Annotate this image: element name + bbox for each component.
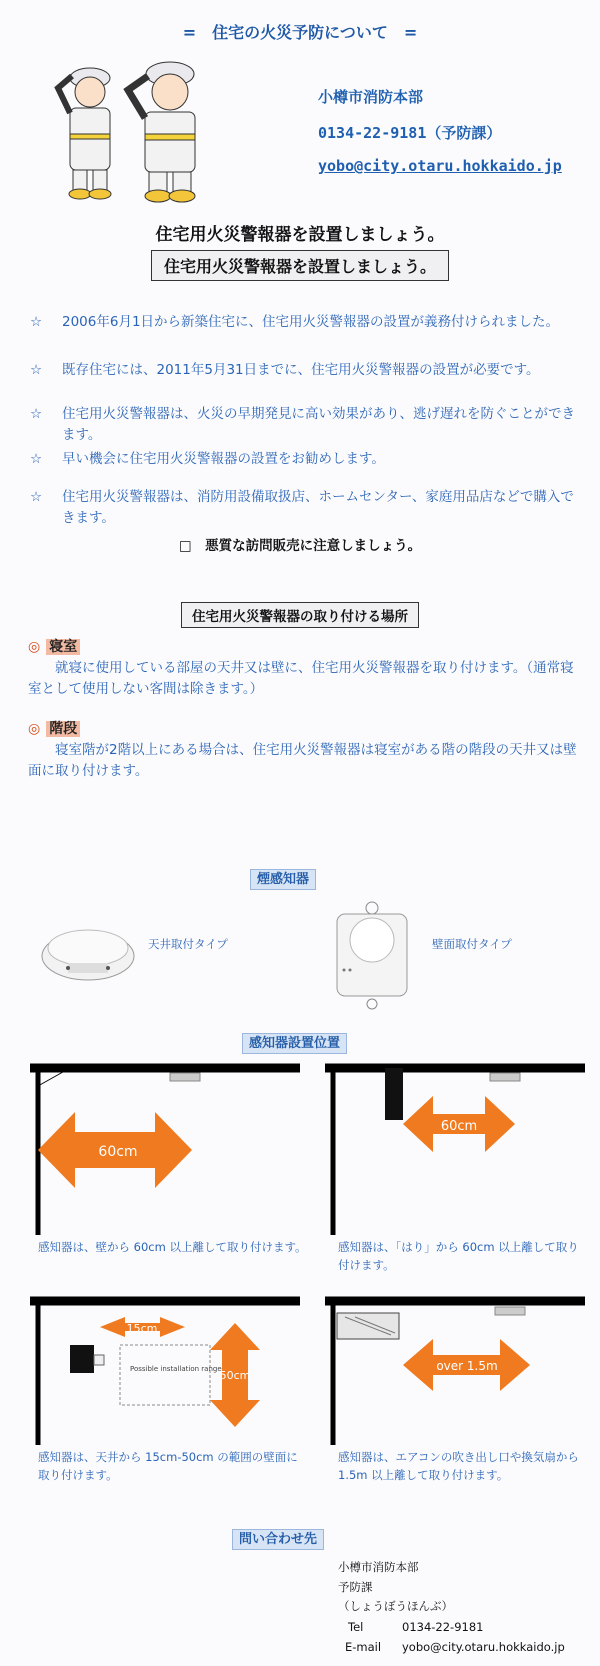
firefighters-illustration [48,58,218,208]
contact-reading: （しょうぼうほんぶ） [338,1599,453,1613]
d4-caption: 感知器は、エアコンの吹き出し口や換気扇から 1.5m 以上離して取り付けます。 [338,1450,579,1482]
list-item: ☆ 住宅用火災警報器は、消防用設備取扱店、ホームセンター、家庭用品店などで購入できます。 [30,489,574,526]
diagram-wall-distance [30,1060,300,1235]
d3-side-label: 50cm [219,1369,251,1382]
stairs-text: 寝室階が2階以上にある場合は、住宅用火災警報器は寝室がある階の階段の天井又は壁面に取り付けます。 [28,742,577,779]
section-title-box [0,602,600,628]
org-phone: 0134-22-9181（予防課） [318,124,502,142]
d2-label: 60cm [440,1119,478,1134]
position-title: 感知器設置位置 [242,1032,347,1051]
list-item: ☆ 既存住宅には、2011年5月31日までに、住宅用火災警報器の設置が必要です。 [30,360,575,381]
double-circle-icon: ◎ [28,639,41,655]
diagram-wall-range [30,1295,300,1445]
star-icon: ☆ [30,314,43,330]
ceiling-detector-image [38,918,138,990]
heading-2-box [0,250,600,281]
ceiling-type-label: 天井取付タイプ [148,937,228,951]
star-icon: ☆ [30,489,43,505]
page-title: = 住宅の火災予防について = [182,23,418,42]
contact-tel: 0134-22-9181 [402,1620,484,1634]
diagram-beam-distance [325,1060,585,1235]
contact-tel-label: Tel [348,1620,364,1634]
d3-range-text: Possible installation range [130,1365,222,1373]
contact-org: 小樽市消防本部 [338,1560,419,1574]
wall-type-label: 壁面取付タイプ [432,937,512,951]
contact-email-link[interactable]: yobo@city.otaru.hokkaido.jp [402,1640,565,1654]
heading-2: 住宅用火災警報器を設置しましょう。 [151,250,449,281]
bedroom-text: 就寝に使用している部屋の天井又は壁に、住宅用火災警報器を取り付けます。（通常寝室として使用しない客間は除きます。） [28,660,574,697]
star-icon: ☆ [30,362,43,378]
star-icon: ☆ [30,406,43,422]
contact-title: 問い合わせ先 [232,1528,324,1547]
section-title: 住宅用火災警報器の取り付ける場所 [181,602,419,628]
star-icon: ☆ [30,451,43,467]
contact-email-label: E-mail [345,1640,382,1654]
list-item: ☆ 早い機会に住宅用火災警報器の設置をお勧めします。 [30,449,575,470]
list-item: ☆ 2006年6月1日から新築住宅に、住宅用火災警報器の設置が義務付けられました。 [30,312,575,333]
list-item: ☆ 住宅用火災警報器は、火災の早期発見に高い効果があり、逃げ遅れを防ぐことができます。 [30,406,575,443]
d2-caption: 感知器は、「はり」から 60cm 以上離して取り付けます。 [338,1240,579,1272]
stairs-heading: ◎ 階段 [28,718,80,738]
d1-caption: 感知器は、壁から 60cm 以上離して取り付けます。 [38,1240,307,1254]
diagram-aircon-distance [325,1295,585,1445]
bedroom-heading: ◎ 寝室 [28,636,80,656]
contact-dept: 予防課 [338,1580,373,1594]
heading-1: 住宅用火災警報器を設置しましょう。 [155,225,445,245]
wall-detector-image [332,900,412,1010]
d4-label: over 1.5m [436,1359,498,1373]
d3-top-label: 15cm [126,1322,158,1335]
d1-label: 60cm [98,1144,138,1160]
org-email-link[interactable]: yobo@city.otaru.hokkaido.jp [318,157,562,175]
org-name: 小樽市消防本部 [318,88,424,106]
double-circle-icon: ◎ [28,721,41,737]
d3-caption: 感知器は、天井から 15cm-50cm の範囲の壁面に取り付けます。 [38,1450,298,1482]
warning-note: □ 悪質な訪問販売に注意しましょう。 [178,538,422,554]
detector-title: 煙感知器 [250,868,316,887]
